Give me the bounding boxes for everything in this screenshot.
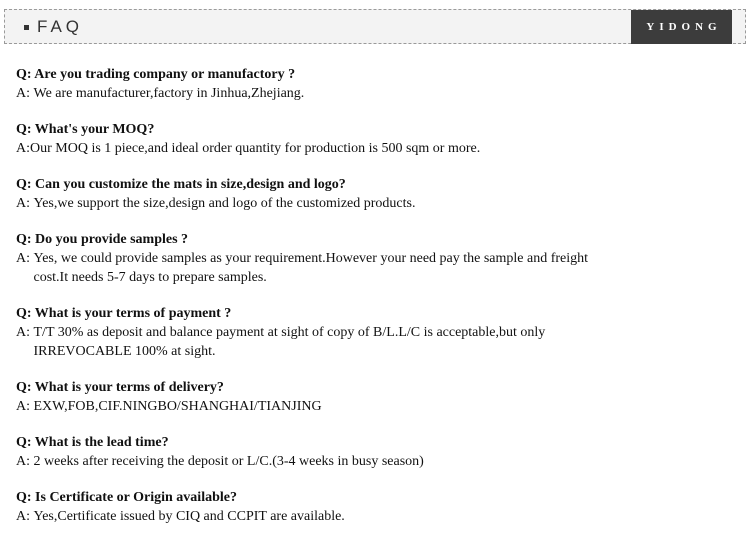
- faq-question: Q: Can you customize the mats in size,design and logo?: [16, 177, 346, 192]
- faq-question: Q: Are you trading company or manufactory ?: [16, 67, 296, 82]
- faq-answer: [16, 139, 736, 158]
- faq-question: Q: Do you provide samples ?: [16, 232, 189, 247]
- faq-item: [16, 379, 736, 416]
- answer-prefix: A:: [16, 399, 34, 414]
- faq-item: [16, 176, 736, 213]
- faq-answer: [16, 249, 736, 287]
- faq-question: Q: What is your terms of delivery?: [16, 380, 224, 395]
- answer-text: 2 weeks after receiving the deposit or L/C.(3-4 weeks in busy season): [33, 454, 424, 469]
- square-bullet-icon: [24, 25, 29, 30]
- faq-answer: [16, 323, 736, 361]
- answer-prefix: A:: [16, 251, 34, 266]
- answer-text: Our MOQ is 1 piece,and ideal order quantity for production is 500 sqm or more.: [30, 141, 481, 156]
- faq-item: [16, 305, 736, 361]
- answer-text: We are manufacturer,factory in Jinhua,Zhejiang.: [33, 86, 305, 101]
- faq-answer: [16, 452, 736, 471]
- answer-prefix: A:: [16, 196, 34, 211]
- faq-answer: [16, 194, 736, 213]
- faq-question: Q: What is your terms of payment ?: [16, 306, 232, 321]
- answer-text: Yes, we could provide samples as your requirement.However your need pay the sample and freight: [33, 251, 589, 266]
- brand-logo: YIDONG: [631, 10, 732, 44]
- answer-text: Yes,Certificate issued by CIQ and CCPIT are available.: [33, 509, 345, 524]
- faq-question: Q: What is the lead time?: [16, 435, 169, 450]
- answer-prefix: A:: [16, 454, 34, 469]
- answer-prefix: A:: [16, 325, 34, 340]
- faq-item: [16, 489, 736, 526]
- answer-prefix: A:: [16, 509, 34, 524]
- faq-answer: [16, 84, 736, 103]
- answer-text: T/T 30% as deposit and balance payment at sight of copy of B/L.L/C is acceptable,but only: [33, 325, 546, 340]
- answer-text-continued: cost.It needs 5-7 days to prepare samples.: [33, 270, 267, 285]
- answer-prefix: A:: [16, 141, 30, 156]
- page-title: FAQ: [37, 17, 84, 36]
- faq-answer: [16, 507, 736, 526]
- answer-text: EXW,FOB,CIF.NINGBO/SHANGHAI/TIANJING: [33, 399, 322, 414]
- answer-prefix: A:: [16, 86, 34, 101]
- faq-question: Q: What's your MOQ?: [16, 122, 155, 137]
- faq-item: [16, 121, 736, 158]
- faq-answer: [16, 397, 736, 416]
- faq-item: [16, 66, 736, 103]
- faq-item: [16, 434, 736, 471]
- faq-item: [16, 231, 736, 287]
- faq-list: [16, 66, 736, 544]
- answer-text: Yes,we support the size,design and logo of the customized products.: [33, 196, 416, 211]
- faq-header-bar: [4, 9, 746, 44]
- answer-text-continued: IRREVOCABLE 100% at sight.: [33, 344, 216, 359]
- faq-question: Q: Is Certificate or Origin available?: [16, 490, 237, 505]
